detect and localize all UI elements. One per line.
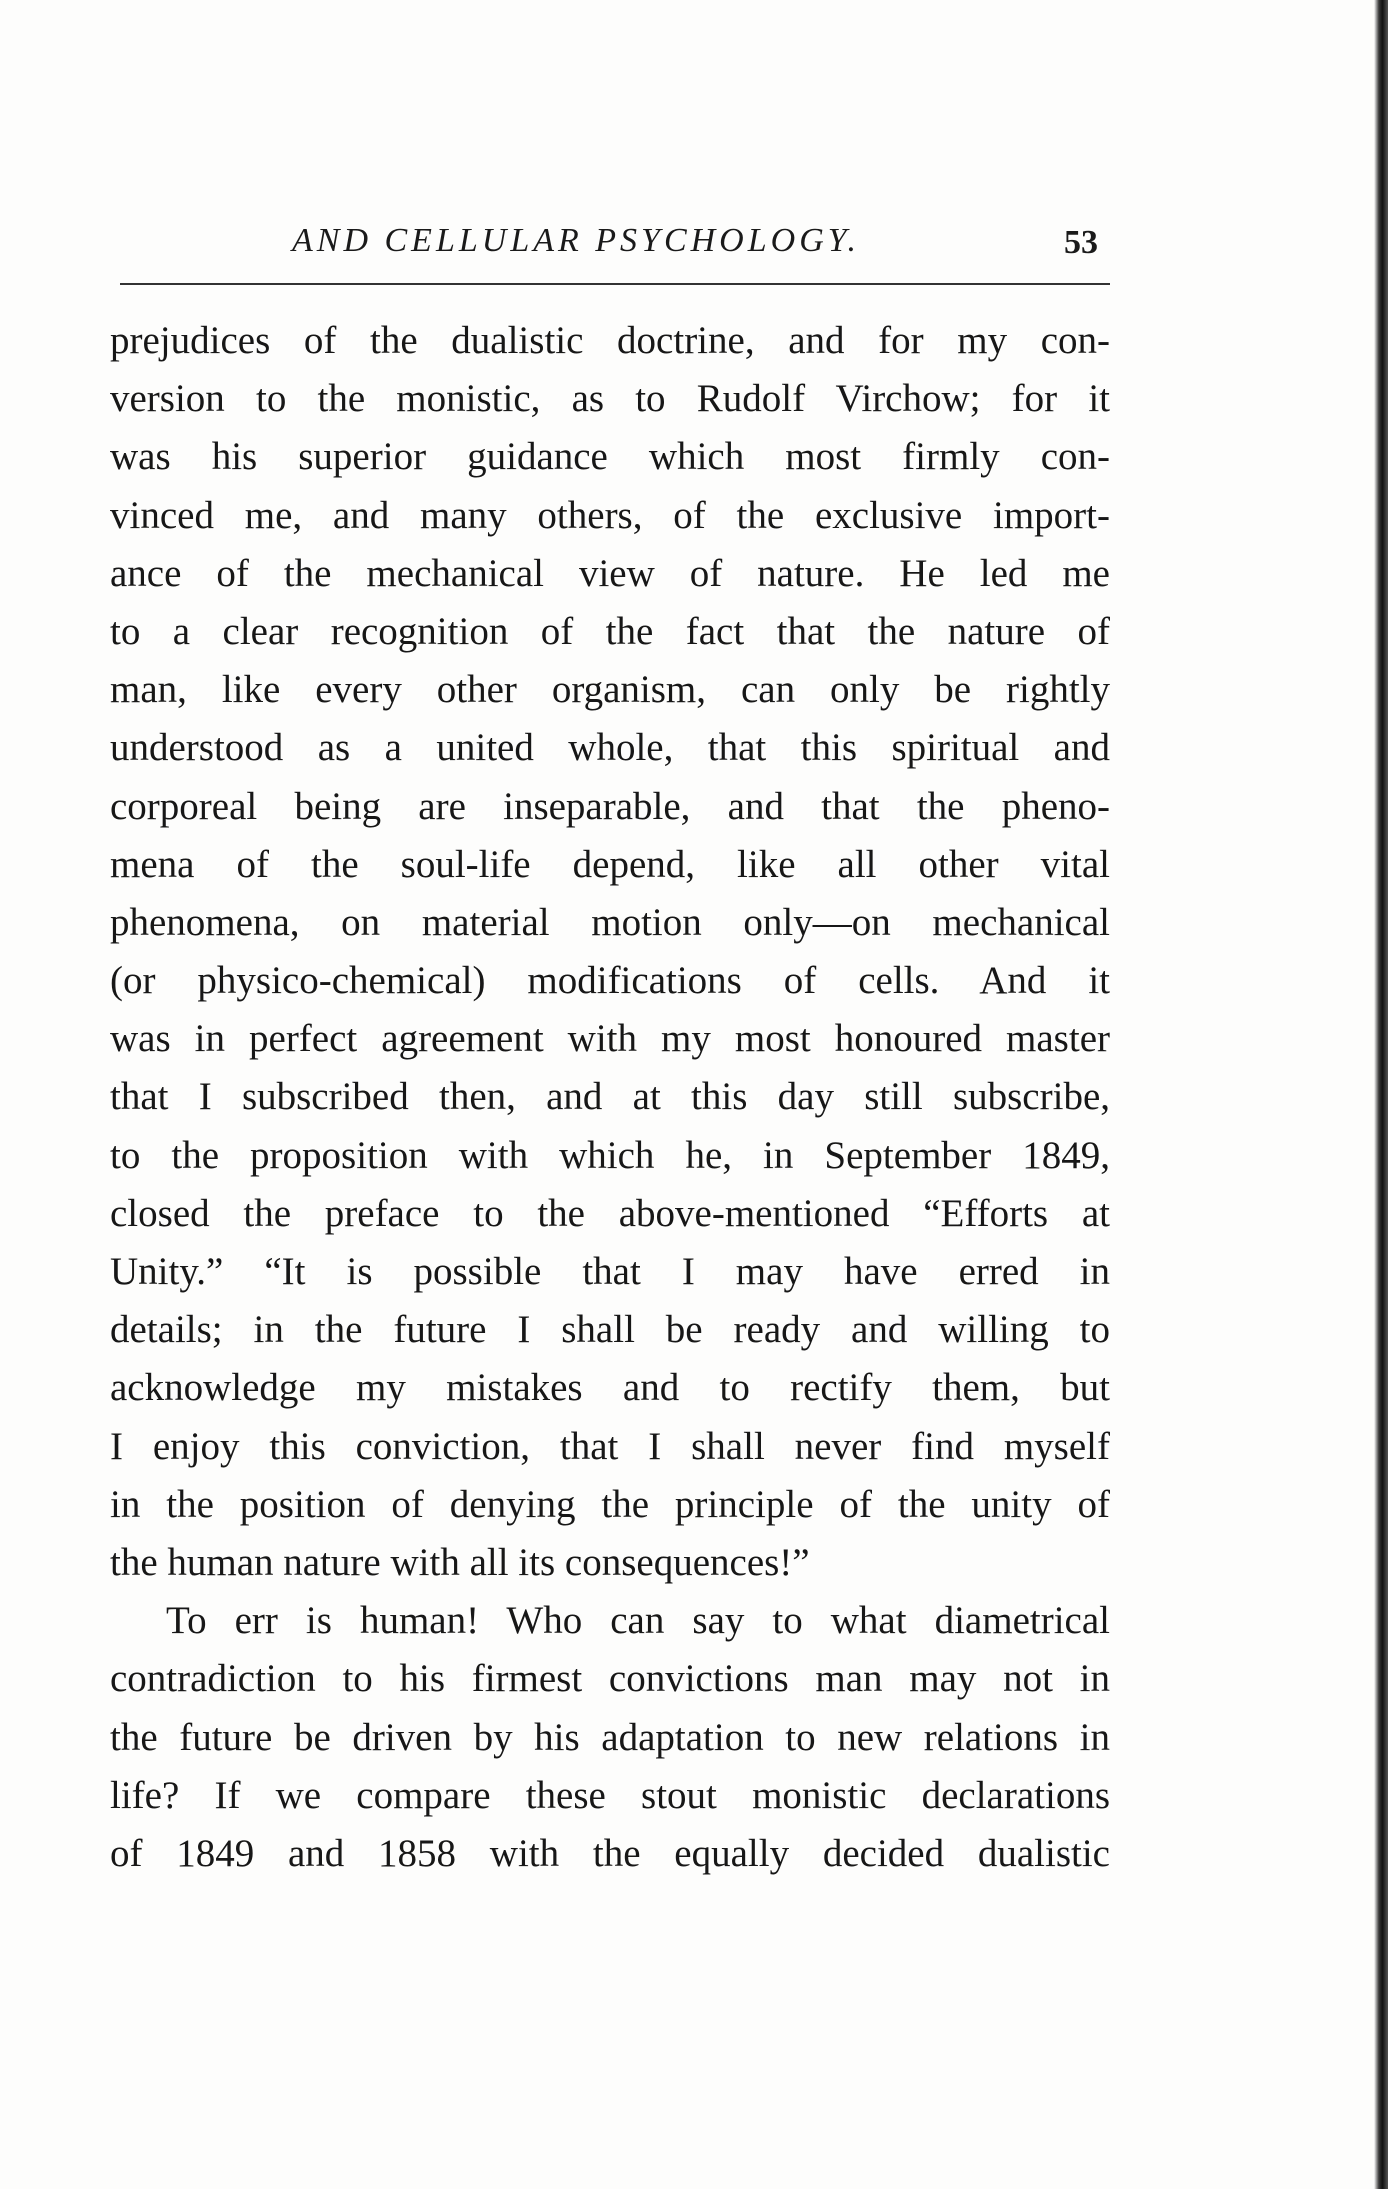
text-line: understood as a united whole, that this spiritual and <box>110 726 1110 770</box>
text-line: was his superior guidance which most firmly con- <box>110 435 1110 479</box>
text-line: contradiction to his firmest convictions man may not in <box>110 1657 1110 1701</box>
text-line: details; in the future I shall be ready and willing to <box>110 1308 1110 1352</box>
text-line: was in perfect agreement with my most honoured master <box>110 1017 1110 1061</box>
paragraph-2 <box>110 1592 1110 1883</box>
text-line: to a clear recognition of the fact that the nature of <box>110 609 1110 653</box>
header-rule <box>120 283 1110 285</box>
text-line: to the proposition with which he, in September 1849, <box>110 1133 1110 1177</box>
text-line: vinced me, and many others, of the exclusive import- <box>110 493 1110 537</box>
text-line: that I subscribed then, and at this day still subscribe, <box>110 1075 1110 1119</box>
text-line: of 1849 and 1858 with the equally decided dualistic <box>110 1831 1110 1875</box>
text-line: life? If we compare these stout monistic declarations <box>110 1773 1110 1817</box>
text-line: Unity.” “It is possible that I may have erred in <box>110 1250 1110 1293</box>
text-line: man, like every other organism, can only be rightly <box>110 668 1110 712</box>
paragraph-1 <box>110 312 1110 1592</box>
text-line: prejudices of the dualistic doctrine, and for my con- <box>110 319 1110 362</box>
text-line: the human nature with all its consequences!” <box>110 1540 810 1584</box>
running-head: AND CELLULAR PSYCHOLOGY. <box>292 222 861 259</box>
text-line: mena of the soul-life depend, like all other vital <box>110 842 1110 886</box>
text-line: corporeal being are inseparable, and that the pheno- <box>110 784 1110 828</box>
text-line: ance of the mechanical view of nature. He led me <box>110 551 1110 595</box>
text-line: (or physico-chemical) modifications of cells. And it <box>110 959 1110 1003</box>
text-line: I enjoy this conviction, that I shall never find myself <box>110 1424 1110 1468</box>
page-number: 53 <box>1064 224 1098 261</box>
text-line: To err is human! Who can say to what diametrical <box>166 1599 1110 1643</box>
body-text <box>110 312 1110 1883</box>
text-line: in the position of denying the principle of the unity of <box>110 1482 1110 1526</box>
page-binding-edge <box>1374 0 1388 2189</box>
text-line: version to the monistic, as to Rudolf Virchow; for it <box>110 377 1110 421</box>
text-line: phenomena, on material motion only—on mechanical <box>110 900 1110 944</box>
text-line: the future be driven by his adaptation to new relations in <box>110 1715 1110 1759</box>
text-line: closed the preface to the above-mentioned “Efforts at <box>110 1191 1110 1235</box>
text-line: acknowledge my mistakes and to rectify them, but <box>110 1366 1110 1410</box>
